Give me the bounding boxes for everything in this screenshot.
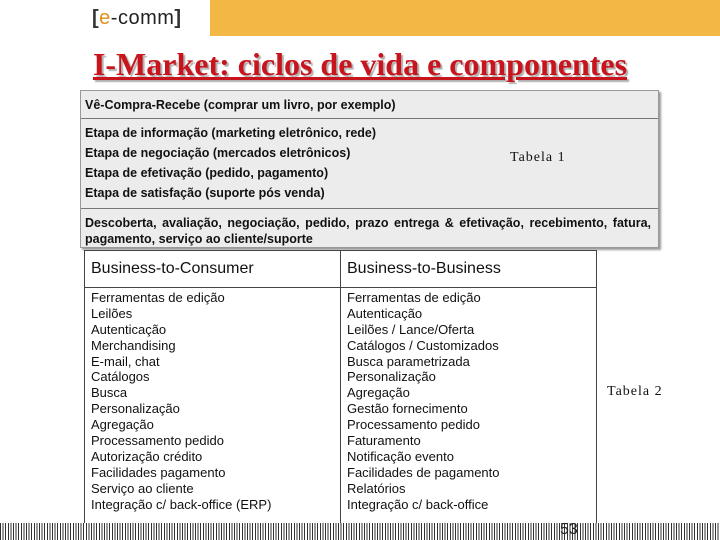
b2b-list bbox=[341, 288, 596, 512]
list-item: Processamento pedido bbox=[347, 417, 480, 433]
list-item: Catálogos / Customizados bbox=[347, 337, 499, 353]
tabela-1 bbox=[80, 90, 659, 248]
list-item: Facilidades pagamento bbox=[91, 464, 226, 480]
logo-e: e bbox=[99, 7, 111, 29]
logo-area bbox=[0, 0, 210, 36]
list-item: Ferramentas de edição bbox=[91, 290, 225, 305]
tabela-1-foot: Descoberta, avaliação, negociação, pedido, prazo entrega & efetivação, recebimento, fatura, pagamento, serviço ao cliente/suporte bbox=[85, 216, 651, 246]
tabela-2 bbox=[84, 250, 597, 525]
list-item: Leilões / Lance/Oferta bbox=[347, 321, 475, 337]
b2c-header: Business-to-Consumer bbox=[85, 251, 340, 288]
etapa-item: Etapa de informação (marketing eletrônico, rede) bbox=[85, 126, 377, 140]
list-item: Personalização bbox=[347, 369, 436, 385]
etapa-item: Etapa de efetivação (pedido, pagamento) bbox=[85, 166, 329, 180]
tabela-1-divider-top bbox=[81, 118, 658, 119]
list-item: Busca bbox=[91, 385, 128, 401]
list-item: Integração c/ back-office bbox=[347, 496, 489, 512]
list-item: Merchandising bbox=[91, 337, 176, 353]
etapa-item: Etapa de satisfação (suporte pós venda) bbox=[85, 186, 325, 200]
etapa-item: Etapa de negociação (mercados eletrônicos) bbox=[85, 146, 351, 160]
list-item: Processamento pedido bbox=[91, 433, 224, 449]
logo-close-bracket: ] bbox=[174, 7, 182, 29]
list-item: Personalização bbox=[91, 401, 180, 417]
list-item: Gestão fornecimento bbox=[347, 401, 468, 417]
list-item: Ferramentas de edição bbox=[347, 290, 481, 305]
b2c-list bbox=[85, 288, 340, 512]
list-item: Busca parametrizada bbox=[347, 353, 470, 369]
slide-title: I-Market: ciclos de vida e componentes bbox=[92, 46, 628, 82]
tabela-1-etapas bbox=[85, 123, 376, 203]
tabela-1-divider-bottom bbox=[81, 208, 658, 209]
b2c-column bbox=[85, 251, 341, 524]
list-item: E-mail, chat bbox=[91, 353, 160, 369]
list-item: Leilões bbox=[91, 305, 133, 321]
tabela-1-head: Vê-Compra-Recebe (comprar um livro, por exemplo) bbox=[85, 98, 396, 112]
list-item: Facilidades de pagamento bbox=[347, 464, 500, 480]
list-item: Serviço ao cliente bbox=[91, 480, 194, 496]
logo-comm: -comm bbox=[110, 7, 175, 29]
list-item: Relatórios bbox=[347, 480, 406, 496]
list-item: Autenticação bbox=[91, 321, 167, 337]
ecomm-logo bbox=[92, 4, 182, 32]
list-item: Agregação bbox=[347, 385, 410, 401]
tabela-1-caption: Tabela 1 bbox=[510, 150, 566, 165]
b2b-column bbox=[341, 251, 596, 524]
tabela-2-caption: Tabela 2 bbox=[607, 384, 663, 399]
list-item: Faturamento bbox=[347, 433, 421, 449]
list-item: Agregação bbox=[91, 417, 154, 433]
page-number: 53 bbox=[560, 521, 578, 538]
list-item: Notificação evento bbox=[347, 448, 454, 464]
header-bar bbox=[210, 0, 720, 36]
list-item: Integração c/ back-office (ERP) bbox=[91, 496, 272, 512]
logo-open-bracket: [ bbox=[92, 7, 100, 29]
bottom-strip bbox=[0, 523, 720, 540]
list-item: Autenticação bbox=[347, 305, 423, 321]
list-item: Catálogos bbox=[91, 369, 150, 385]
b2b-header: Business-to-Business bbox=[341, 251, 596, 288]
list-item: Autorização crédito bbox=[91, 448, 203, 464]
